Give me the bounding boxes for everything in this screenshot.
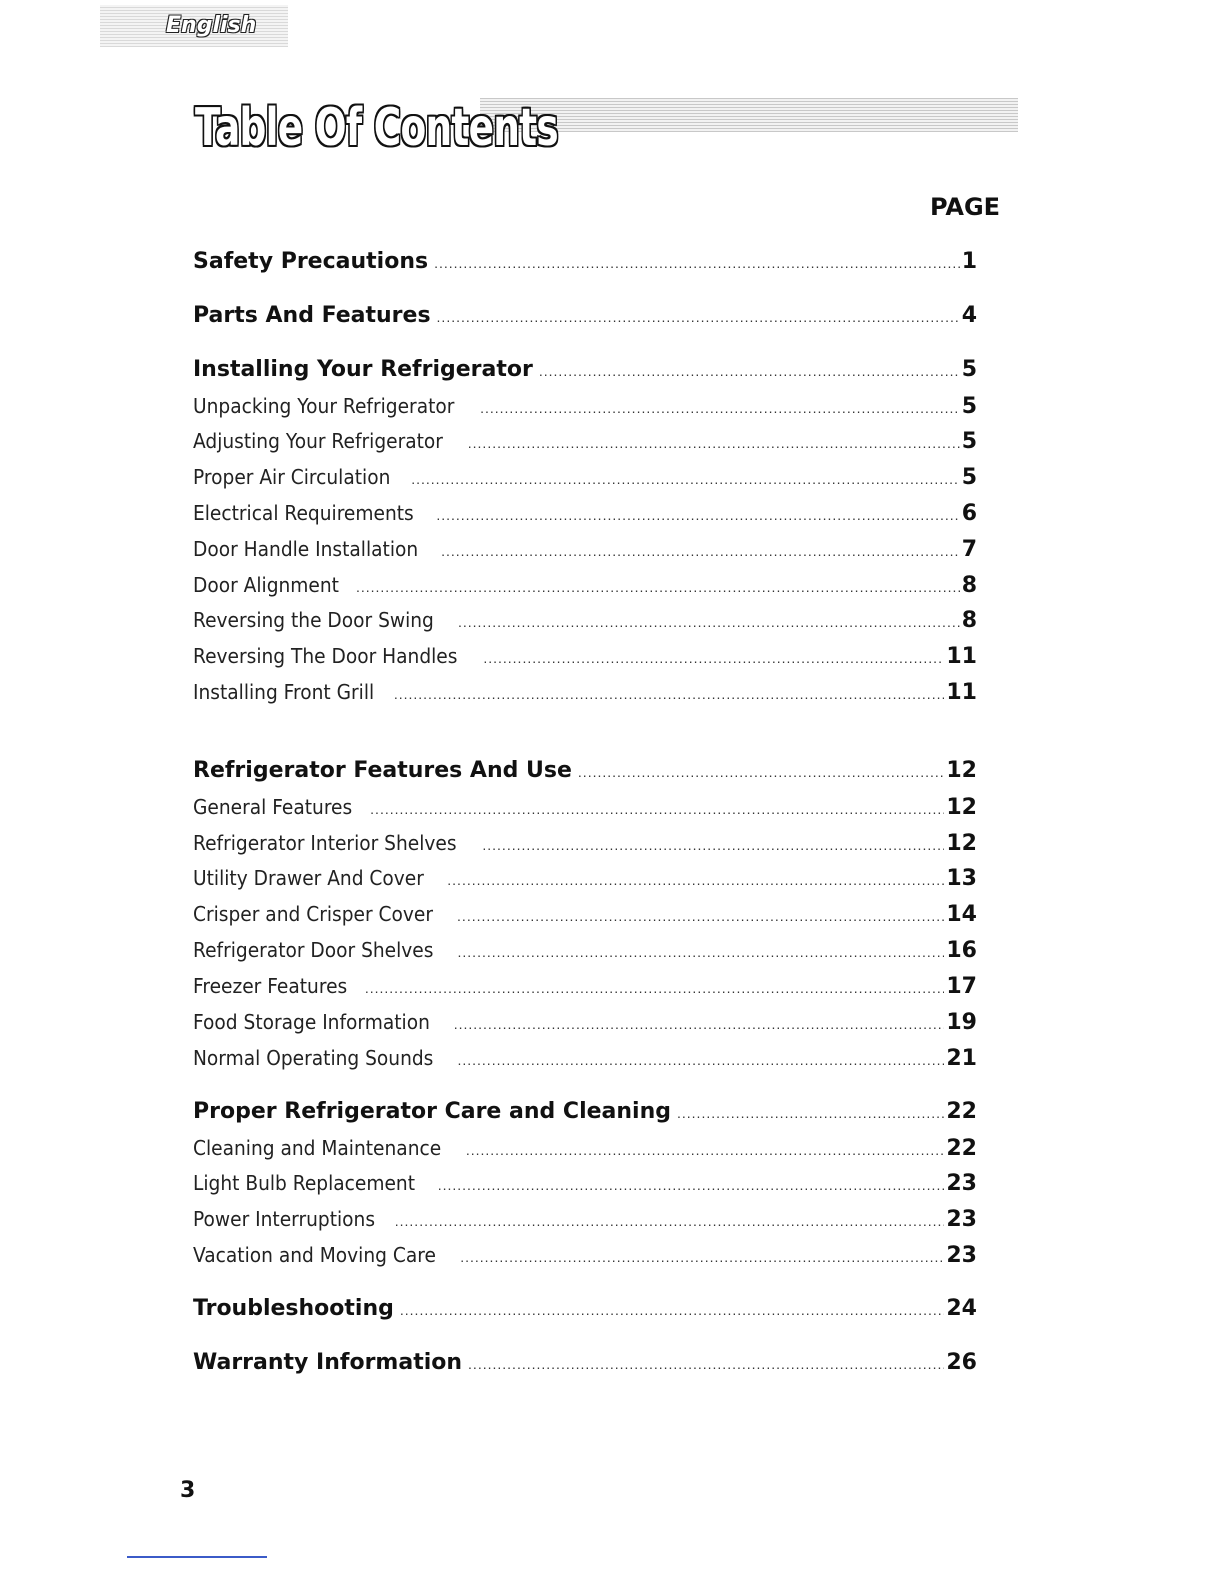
toc-entry[interactable]: [193, 1202, 977, 1236]
dot-leader: [400, 1293, 944, 1327]
toc-entry-page: 8: [961, 573, 977, 598]
dot-leader: [356, 570, 960, 604]
toc-entry-title: Safety Precautions: [193, 249, 429, 274]
dot-leader: [434, 246, 960, 280]
toc-entry-title: Unpacking Your Refrigerator: [193, 394, 455, 418]
toc-entry-title: Adjusting Your Refrigerator: [193, 429, 443, 453]
toc-entry-title: Refrigerator Interior Shelves: [193, 831, 457, 855]
toc-entry-title: Electrical Requirements: [193, 501, 414, 525]
dot-leader: [394, 677, 945, 711]
toc-entry[interactable]: [193, 897, 977, 931]
bottom-divider: [127, 1556, 267, 1558]
dot-leader: [578, 755, 944, 789]
language-tab-label: English: [166, 13, 257, 38]
toc-entry-title: Proper Air Circulation: [193, 465, 391, 489]
toc-entry-page: 17: [946, 974, 977, 999]
toc-entry[interactable]: [193, 675, 977, 709]
toc-entry[interactable]: [193, 639, 977, 673]
toc-entry[interactable]: [193, 1041, 977, 1075]
dot-leader: [458, 605, 960, 639]
toc-entry-title: Normal Operating Sounds: [193, 1046, 434, 1070]
toc-entry-page: 22: [946, 1099, 977, 1124]
toc-entry[interactable]: [193, 299, 977, 333]
toc-entry[interactable]: [193, 353, 977, 387]
toc-entry-page: 5: [961, 394, 977, 419]
toc-entry-page: 22: [946, 1136, 977, 1161]
toc-entry-title: Power Interruptions: [193, 1207, 376, 1231]
toc-entry-title: Reversing the Door Swing: [193, 608, 434, 632]
toc-entry-title: Door Handle Installation: [193, 537, 419, 561]
toc-entry-title: Proper Refrigerator Care and Cleaning: [193, 1099, 671, 1124]
toc-entry-title: Installing Front Grill: [193, 680, 375, 704]
toc-entry-page: 21: [946, 1046, 977, 1071]
dot-leader: [365, 971, 945, 1005]
toc-entry[interactable]: [193, 603, 977, 637]
toc-entry[interactable]: [193, 389, 977, 423]
toc-entry-page: 16: [946, 938, 977, 963]
toc-entry-title: General Features: [193, 795, 353, 819]
toc-entry-page: 12: [946, 758, 977, 783]
toc-entry[interactable]: [193, 424, 977, 458]
toc-entry-page: 12: [946, 831, 977, 856]
toc-entry-page: 4: [961, 303, 977, 328]
dot-leader: [460, 1240, 944, 1274]
toc-entry-title: Troubleshooting: [193, 1296, 394, 1321]
toc-entry[interactable]: [193, 933, 977, 967]
toc-entry[interactable]: [193, 1131, 977, 1165]
toc-entry-page: 5: [961, 429, 977, 454]
page-title: Table Of Contents: [195, 98, 558, 158]
dot-leader: [480, 391, 960, 425]
dot-leader: [441, 534, 960, 568]
toc-entry[interactable]: [193, 826, 977, 860]
dot-leader: [677, 1096, 944, 1130]
dot-leader: [436, 498, 959, 532]
toc-entry-page: 11: [946, 644, 977, 669]
toc-entry[interactable]: [193, 245, 977, 279]
toc-entry-title: Freezer Features: [193, 974, 348, 998]
toc-entry[interactable]: [193, 1095, 977, 1129]
page-column-label: PAGE: [930, 193, 1001, 221]
dot-leader: [458, 935, 945, 969]
dot-leader: [370, 792, 944, 826]
toc-entry-page: 24: [946, 1296, 977, 1321]
toc-entry-page: 23: [946, 1243, 977, 1268]
toc-entry-page: 7: [961, 537, 977, 562]
toc-entry-page: 5: [961, 465, 977, 490]
toc-entry[interactable]: [193, 861, 977, 895]
toc-entry-title: Door Alignment: [193, 573, 339, 597]
toc-entry-title: Vacation and Moving Care: [193, 1243, 436, 1267]
toc-entry-page: 26: [946, 1350, 977, 1375]
toc-entry[interactable]: [193, 790, 977, 824]
toc-entry[interactable]: [193, 1346, 977, 1380]
toc-entry-page: 23: [946, 1207, 977, 1232]
toc-entry-page: 5: [961, 357, 977, 382]
dot-leader: [466, 1133, 945, 1167]
page-number: 3: [180, 1478, 196, 1503]
toc-entry-title: Cleaning and Maintenance: [193, 1136, 442, 1160]
toc-entry-page: 12: [946, 795, 977, 820]
toc-entry-page: 11: [946, 680, 977, 705]
toc-entry-title: Reversing The Door Handles: [193, 644, 458, 668]
toc-entry-title: Light Bulb Replacement: [193, 1171, 415, 1195]
toc-entry-title: Refrigerator Features And Use: [193, 758, 572, 783]
dot-leader: [468, 1347, 944, 1381]
toc-entry-page: 6: [961, 501, 977, 526]
dot-leader: [468, 426, 960, 460]
dot-leader: [454, 1007, 945, 1041]
dot-leader: [483, 641, 944, 675]
toc-entry-title: Crisper and Crisper Cover: [193, 902, 433, 926]
dot-leader: [411, 462, 959, 496]
toc-entry-title: Utility Drawer And Cover: [193, 866, 424, 890]
toc-entry-page: 1: [961, 249, 977, 274]
language-tab: [100, 5, 288, 47]
dot-leader: [539, 354, 960, 388]
dot-leader: [395, 1204, 945, 1238]
toc-entry[interactable]: [193, 1166, 977, 1200]
toc-entry[interactable]: [193, 460, 977, 494]
dot-leader: [457, 1043, 944, 1077]
dot-leader: [482, 828, 944, 862]
dot-leader: [447, 863, 944, 897]
toc-entry[interactable]: [193, 496, 977, 530]
dot-leader: [437, 300, 960, 334]
toc-entry[interactable]: [193, 1005, 977, 1039]
toc-entry-title: Parts And Features: [193, 303, 431, 328]
toc-entry-page: 19: [946, 1010, 977, 1035]
toc-entry-page: 8: [961, 608, 977, 633]
toc-entry-title: Food Storage Information: [193, 1010, 430, 1034]
toc-entry-title: Refrigerator Door Shelves: [193, 938, 434, 962]
toc-entry[interactable]: [193, 532, 977, 566]
toc-entry-page: 13: [946, 866, 977, 891]
title-stripe: [480, 98, 1018, 132]
toc-entry[interactable]: [193, 754, 977, 788]
toc-entry[interactable]: [193, 1238, 977, 1272]
toc-entry-title: Warranty Information: [193, 1350, 463, 1375]
toc-entry-title: Installing Your Refrigerator: [193, 357, 533, 382]
toc-entry[interactable]: [193, 1292, 977, 1326]
dot-leader: [438, 1168, 945, 1202]
dot-leader: [457, 899, 944, 933]
toc-entry[interactable]: [193, 568, 977, 602]
toc-entry-page: 23: [946, 1171, 977, 1196]
toc-entry-page: 14: [946, 902, 977, 927]
toc-entry[interactable]: [193, 969, 977, 1003]
